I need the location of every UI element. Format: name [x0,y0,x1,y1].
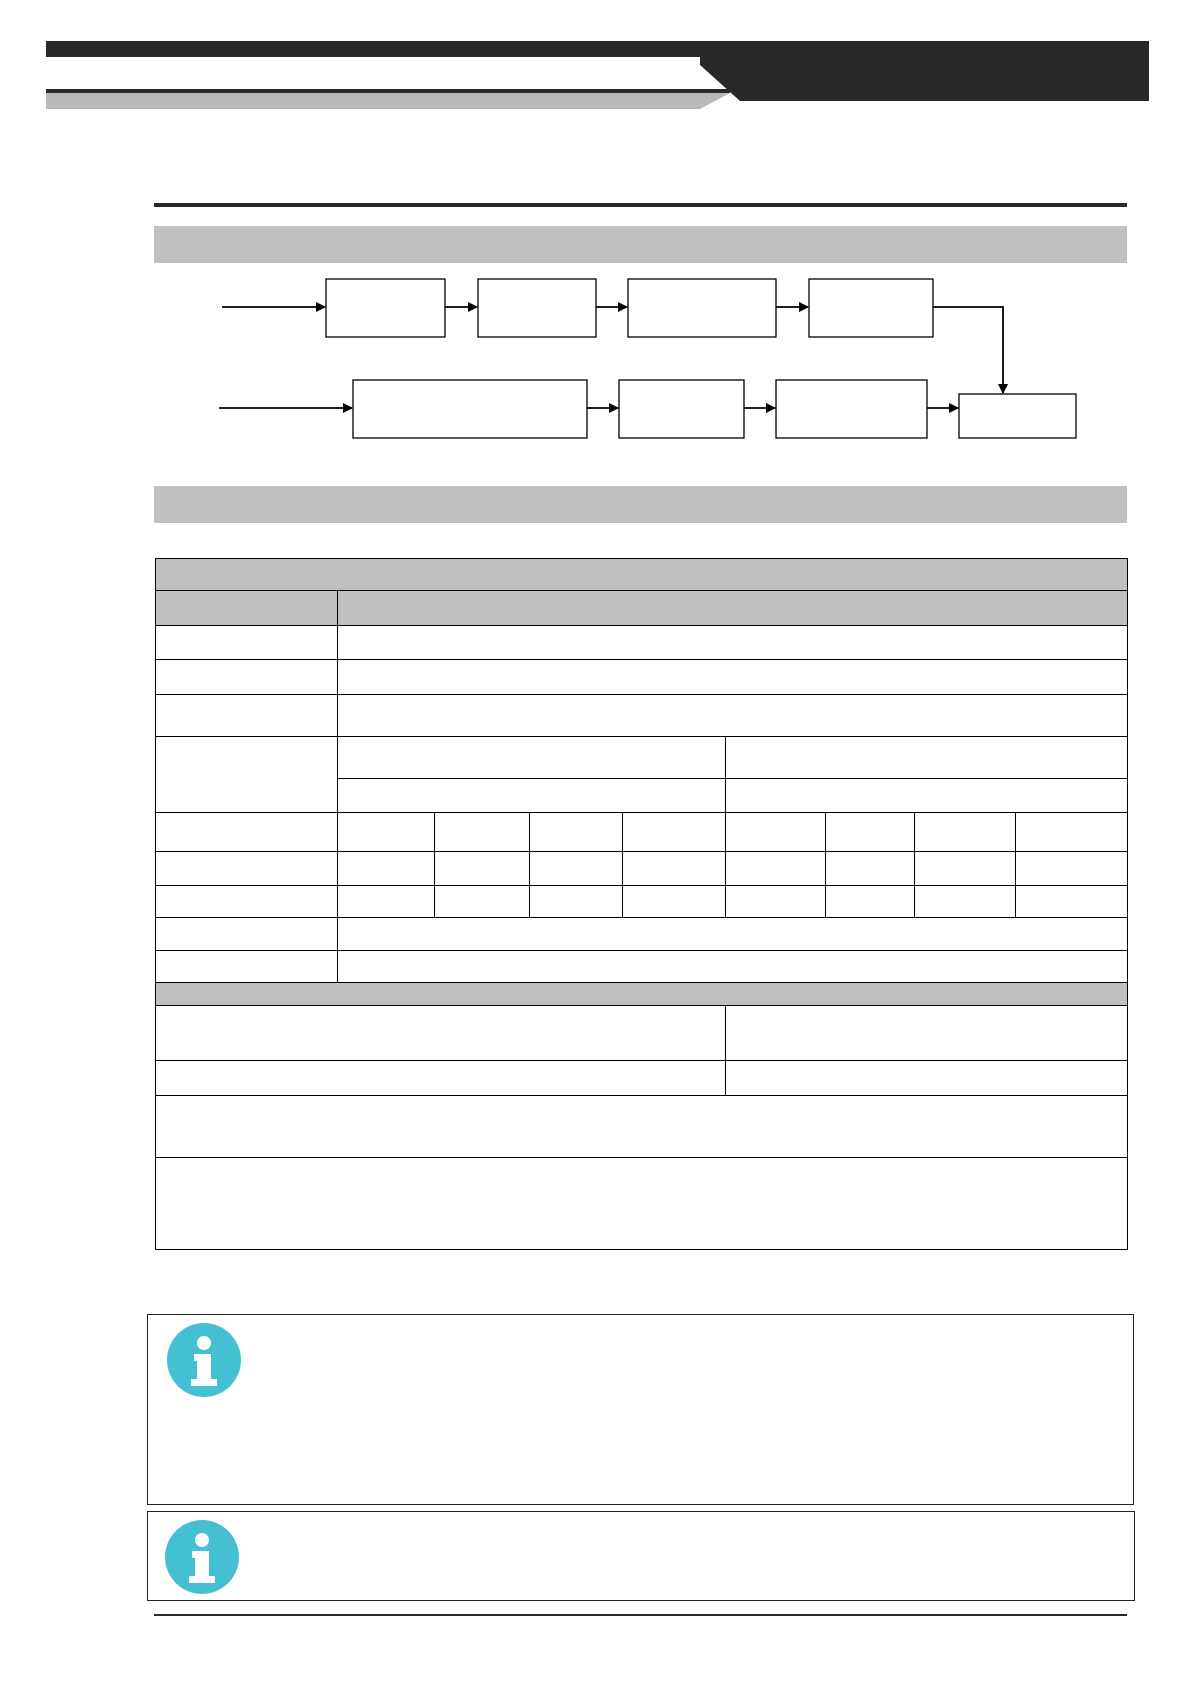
table-cell [826,886,915,918]
table-cell [338,695,1128,737]
table-cell [623,852,726,886]
flow-box [353,380,587,438]
flow-box [628,279,776,337]
info-icon [165,1520,239,1594]
flow-box [776,380,927,438]
table-row [156,813,1128,852]
table-title-cell [156,559,1128,591]
table-cell [435,852,530,886]
table-row [156,695,1128,737]
table-cell [726,1061,1128,1096]
table-cell [530,813,623,852]
table-row [156,660,1128,695]
table-cell [156,852,338,886]
table-cell [156,695,338,737]
table-header-cell [338,591,1128,626]
table-cell [623,886,726,918]
flow-box [809,279,933,337]
footer-rule [154,1614,1127,1616]
table-cell [915,886,1016,918]
table-cell [156,918,338,951]
table-row [156,852,1128,886]
table-cell [338,737,726,779]
note-box [147,1314,1134,1505]
table-cell [338,779,726,813]
table-header-cell [156,591,338,626]
table-cell [826,813,915,852]
table-cell [726,737,1128,779]
table-cell [726,852,826,886]
table-cell [156,813,338,852]
table-row [156,918,1128,951]
table-cell [726,1006,1128,1061]
info-icon [167,1323,241,1397]
flow-diagram [0,0,1191,500]
table-cell [338,660,1128,695]
table-cell [156,1006,726,1061]
table-cell [338,626,1128,660]
flow-box [619,380,744,438]
table-cell [338,951,1128,983]
table-row [156,886,1128,918]
table-cell [530,852,623,886]
note-box [147,1511,1135,1601]
table-cell [726,886,826,918]
table-cell [156,1158,1128,1250]
table-cell [156,1096,1128,1158]
flow-box [959,394,1076,438]
table-cell [435,886,530,918]
table-subheader-cell [156,983,1128,1006]
table-row [156,1061,1128,1096]
table-cell [156,886,338,918]
table-row [156,737,1128,779]
table-row [156,951,1128,983]
table-cell [1016,852,1128,886]
flow-box [326,279,445,337]
table-cell [1016,813,1128,852]
table-cell [726,779,1128,813]
table-row [156,1006,1128,1061]
table-cell [156,737,338,813]
table-cell [826,852,915,886]
spec-table [155,558,1128,1250]
table-cell [338,852,435,886]
table-cell [338,918,1128,951]
table-row [156,1096,1128,1158]
table-cell [726,813,826,852]
table-cell [338,886,435,918]
table-cell [623,813,726,852]
flow-arrow [933,307,1003,393]
flow-box [478,279,596,337]
table-cell [338,813,435,852]
table-cell [156,1061,726,1096]
table-row [156,626,1128,660]
table-row [156,1158,1128,1250]
table-cell [156,626,338,660]
table-cell [915,852,1016,886]
table-cell [156,951,338,983]
section-bar-specs [154,486,1127,523]
table-cell [530,886,623,918]
table-cell [156,660,338,695]
table-cell [915,813,1016,852]
table-cell [435,813,530,852]
table-cell [1016,886,1128,918]
